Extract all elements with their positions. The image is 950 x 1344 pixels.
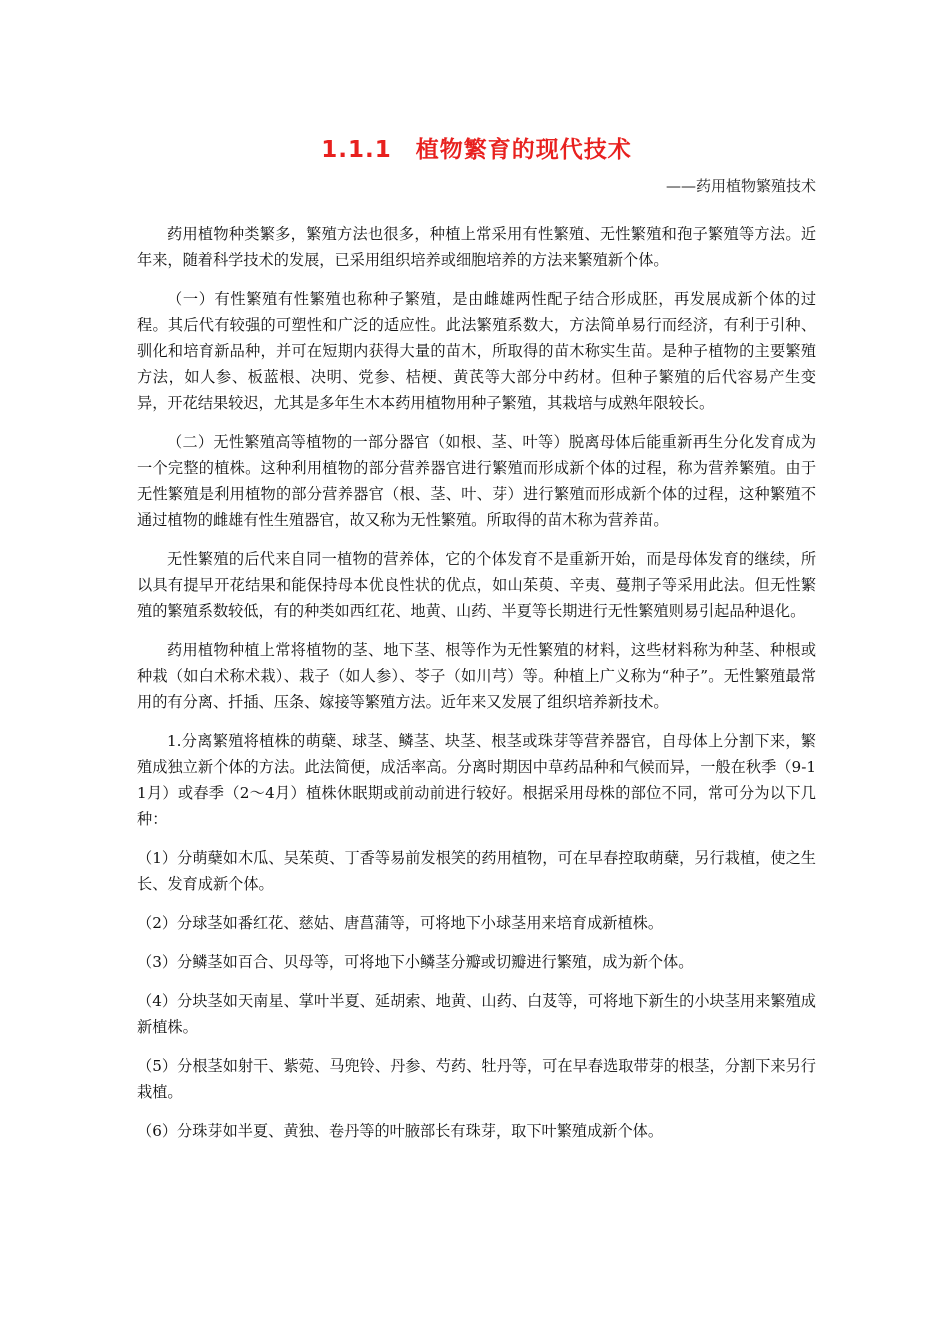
paragraph-sexual-reproduction: （一）有性繁殖有性繁殖也称种子繁殖，是由雌雄两性配子结合形成胚，再发展成新个体的过程。其后代有较强的可塑性和广泛的适应性。此法繁殖系数大，方法简单易行而经济，有利于引种、驯化和培育新品种，并可在短期内获得大量的苗木，所取得的苗木称实生苗。是种子植物的主要繁殖方法，如人参、板蓝根、决明、党参、桔梗、黄芪等大部分中药材。但种子繁殖的后代容易产生变异，开花结果较迟，尤其是多年生木本药用植物用种子繁殖，其栽培与成熟年限较长。 bbox=[137, 290, 816, 412]
list-item-bulbils: （6）分珠芽如半夏、黄独、卷丹等的叶腋部长有珠芽，取下叶繁殖成新个体。 bbox=[137, 1122, 664, 1140]
paragraph-asexual-reproduction: （二）无性繁殖高等植物的一部分器官（如根、茎、叶等）脱离母体后能重新再生分化发育成为一个完整的植株。这种利用植物的部分营养器官进行繁殖而形成新个体的过程，称为营养繁殖。由于无性繁殖是利用植物的部分营养器官（根、茎、叶、芽）进行繁殖而形成新个体的过程，这种繁殖不通过植物的雌雄有性生殖器官，故又称为无性繁殖。所取得的苗木称为营养苗。 bbox=[137, 433, 816, 529]
document-body bbox=[137, 221, 816, 1157]
list-item-bulbs: （3）分鳞茎如百合、贝母等，可将地下小鳞茎分瓣或切瓣进行繁殖，成为新个体。 bbox=[137, 953, 694, 971]
document-title: 1.1.1 植物繁育的现代技术 bbox=[321, 137, 632, 163]
list-item-suckers: （1）分萌蘖如木瓜、吴茱萸、丁香等易前发根笑的药用植物，可在早春控取萌蘖，另行栽植，使之生长、发育成新个体。 bbox=[137, 849, 816, 893]
list-item-rhizomes: （5）分根茎如射干、紫菀、马兜铃、丹参、芍药、牡丹等，可在早春选取带芽的根茎，分割下来另行栽植。 bbox=[137, 1057, 816, 1101]
document-subtitle: ——药用植物繁殖技术 bbox=[665, 177, 816, 195]
paragraph-asexual-traits: 无性繁殖的后代来自同一植物的营养体，它的个体发育不是重新开始，而是母体发育的继续，所以具有提早开花结果和能保持母本优良性状的优点，如山茱萸、辛夷、蔓荆子等采用此法。但无性繁殖的繁殖系数较低，有的种类如西红花、地黄、山药、半夏等长期进行无性繁殖则易引起品种退化。 bbox=[137, 550, 816, 620]
list-item-tubers: （4）分块茎如天南星、掌叶半夏、延胡索、地黄、山药、白芨等，可将地下新生的小块茎用来繁殖成新植株。 bbox=[137, 992, 816, 1036]
paragraph-intro: 药用植物种类繁多，繁殖方法也很多，种植上常采用有性繁殖、无性繁殖和孢子繁殖等方法。近年来，随着科学技术的发展，已采用组织培养或细胞培养的方法来繁殖新个体。 bbox=[137, 225, 816, 269]
paragraph-division-propagation: 1.分离繁殖将植株的萌蘖、球茎、鳞茎、块茎、根茎或珠芽等营养器官，自母体上分割下来，繁殖成独立新个体的方法。此法简便，成活率高。分离时期因中草药品种和气候而异，一般在秋季（9-11月）或春季（2～4月）植株休眠期或前动前进行较好。根据采用母株的部位不同，常可分为以下几种： bbox=[137, 732, 816, 828]
list-item-corms: （2）分球茎如番红花、慈姑、唐菖蒲等，可将地下小球茎用来培育成新植株。 bbox=[137, 914, 664, 932]
paragraph-propagation-materials: 药用植物种植上常将植物的茎、地下茎、根等作为无性繁殖的材料，这些材料称为种茎、种根或种栽（如白术称术栽）、栽子（如人参）、苓子（如川芎）等。种植上广义称为“种子”。无性繁殖最常用的有分离、扦插、压条、嫁接等繁殖方法。近年来又发展了组织培养新技术。 bbox=[137, 641, 816, 711]
